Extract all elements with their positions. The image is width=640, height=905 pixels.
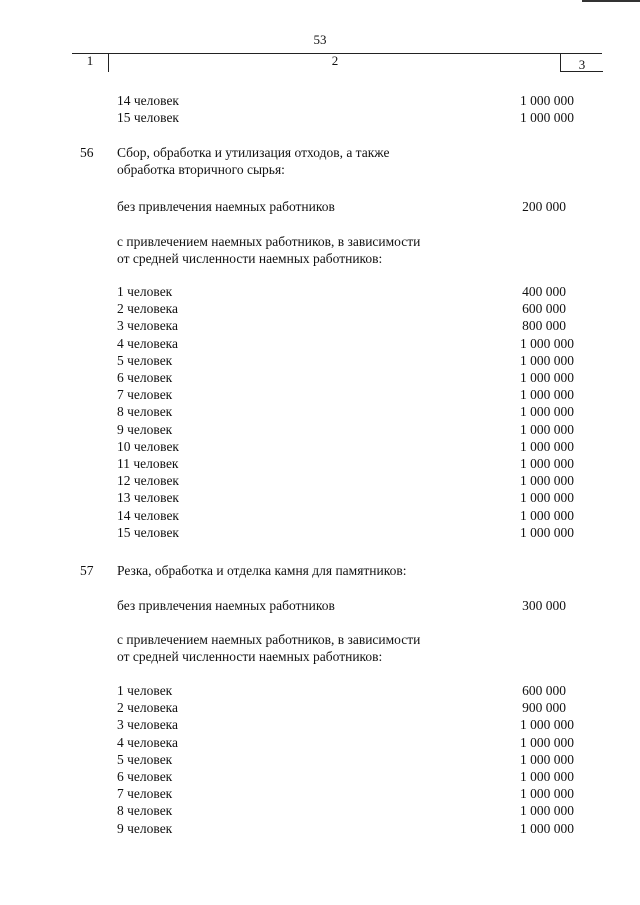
- no-hire-value: 200 000: [522, 199, 566, 214]
- row-value: 1 000 000: [520, 110, 574, 126]
- row-value: 1 000 000: [520, 751, 574, 767]
- row-label: 11 человек: [117, 456, 179, 471]
- table-row: [0, 699, 640, 716]
- hire-note: от средней численности наемных работников:: [117, 649, 383, 665]
- table-row: [0, 438, 640, 455]
- table-row: [0, 386, 640, 403]
- row-value: 1 000 000: [520, 524, 574, 540]
- header-col-1: 1: [86, 53, 94, 68]
- hire-note: от средней численности наемных работников:: [117, 251, 383, 267]
- row-label: 2 человека: [117, 700, 179, 716]
- row-label: 14 человек: [117, 93, 179, 108]
- no-hire-row: [0, 198, 640, 215]
- row-label: 5 человек: [117, 751, 173, 767]
- table-row: [0, 802, 640, 819]
- table-row: [0, 317, 640, 334]
- hire-note-line: [0, 648, 640, 665]
- table-row: [0, 489, 640, 506]
- section-number: 57: [80, 563, 94, 578]
- row-value: 1 000 000: [520, 438, 574, 454]
- row-value: 1 000 000: [520, 473, 574, 489]
- row-label: 9 человек: [117, 421, 173, 437]
- row-value: 1 000 000: [520, 803, 574, 819]
- hire-note: с привлечением наемных работников, в зависимости: [117, 234, 421, 249]
- section-title-line: [0, 144, 640, 161]
- row-label: 7 человек: [117, 387, 173, 403]
- table-row: [0, 768, 640, 785]
- row-value: 1 000 000: [520, 820, 574, 836]
- table-row: [0, 785, 640, 802]
- row-value: 1 000 000: [520, 370, 574, 385]
- table-row: [0, 109, 640, 126]
- row-label: 2 человека: [117, 301, 179, 317]
- section-number: 56: [80, 145, 94, 160]
- table-row: [0, 716, 640, 733]
- table-row: [0, 421, 640, 438]
- row-label: 8 человек: [117, 803, 173, 819]
- no-hire-label: без привлечения наемных работников: [117, 199, 335, 214]
- row-value: 1 000 000: [520, 456, 574, 471]
- header-col-2: 2: [108, 54, 561, 72]
- row-label: 15 человек: [117, 110, 179, 126]
- row-value: 1 000 000: [520, 786, 574, 802]
- table-row: [0, 369, 640, 386]
- row-value: 600 000: [522, 301, 566, 317]
- row-value: 1 000 000: [520, 734, 574, 750]
- hire-note: с привлечением наемных работников, в зависимости: [117, 632, 421, 647]
- header-col-3-label: 3: [578, 57, 586, 72]
- row-label: 7 человек: [117, 786, 173, 802]
- no-hire-label: без привлечения наемных работников: [117, 598, 335, 613]
- table-row: [0, 300, 640, 317]
- table-row: [0, 352, 640, 369]
- row-value: 1 000 000: [520, 93, 574, 108]
- row-label: 15 человек: [117, 524, 179, 540]
- table-row: [0, 335, 640, 352]
- table-row: [0, 92, 640, 109]
- no-hire-row: [0, 597, 640, 614]
- table-row: [0, 283, 640, 300]
- row-label: 5 человек: [117, 352, 173, 368]
- row-label: 6 человек: [117, 370, 173, 385]
- section-title: обработка вторичного сырья:: [117, 162, 285, 178]
- row-value: 1 000 000: [520, 769, 574, 784]
- table-header: [72, 53, 602, 72]
- row-label: 14 человек: [117, 507, 179, 523]
- table-row: [0, 734, 640, 751]
- section-title: Сбор, обработка и утилизация отходов, а также: [117, 145, 390, 160]
- table-row: [0, 524, 640, 541]
- table-row: [0, 820, 640, 837]
- row-value: 600 000: [522, 683, 566, 698]
- row-value: 1 000 000: [520, 352, 574, 368]
- row-label: 3 человека: [117, 717, 179, 733]
- table-row: [0, 455, 640, 472]
- row-label: 1 человек: [117, 284, 173, 299]
- row-value: 1 000 000: [520, 387, 574, 403]
- row-value: 1 000 000: [520, 490, 574, 506]
- hire-note-line: [0, 631, 640, 648]
- row-label: 12 человек: [117, 473, 179, 489]
- row-label: 8 человек: [117, 404, 173, 420]
- section-title-line: [0, 161, 640, 178]
- row-value: 800 000: [522, 318, 566, 334]
- row-value: 1 000 000: [520, 404, 574, 420]
- page-number: 53: [313, 32, 327, 47]
- row-label: 10 человек: [117, 438, 179, 454]
- row-label: 1 человек: [117, 683, 173, 698]
- table-row: [0, 682, 640, 699]
- table-row: [0, 751, 640, 768]
- row-label: 3 человека: [117, 318, 179, 334]
- row-value: 400 000: [522, 284, 566, 299]
- header-col-3: [560, 54, 603, 72]
- row-label: 4 человека: [117, 335, 179, 351]
- row-value: 1 000 000: [520, 335, 574, 351]
- row-value: 1 000 000: [520, 421, 574, 437]
- hire-note-line: [0, 233, 640, 250]
- row-value: 900 000: [522, 700, 566, 716]
- row-label: 9 человек: [117, 820, 173, 836]
- no-hire-value: 300 000: [522, 598, 566, 613]
- row-label: 13 человек: [117, 490, 179, 506]
- row-label: 6 человек: [117, 769, 173, 784]
- table-row: [0, 507, 640, 524]
- table-row: [0, 472, 640, 489]
- corner-scan-line: [582, 0, 640, 2]
- row-label: 4 человека: [117, 734, 179, 750]
- section-title: Резка, обработка и отделка камня для памятников:: [117, 563, 407, 578]
- table-row: [0, 403, 640, 420]
- section-title-line: [0, 562, 640, 579]
- row-value: 1 000 000: [520, 717, 574, 733]
- hire-note-line: [0, 250, 640, 267]
- row-value: 1 000 000: [520, 507, 574, 523]
